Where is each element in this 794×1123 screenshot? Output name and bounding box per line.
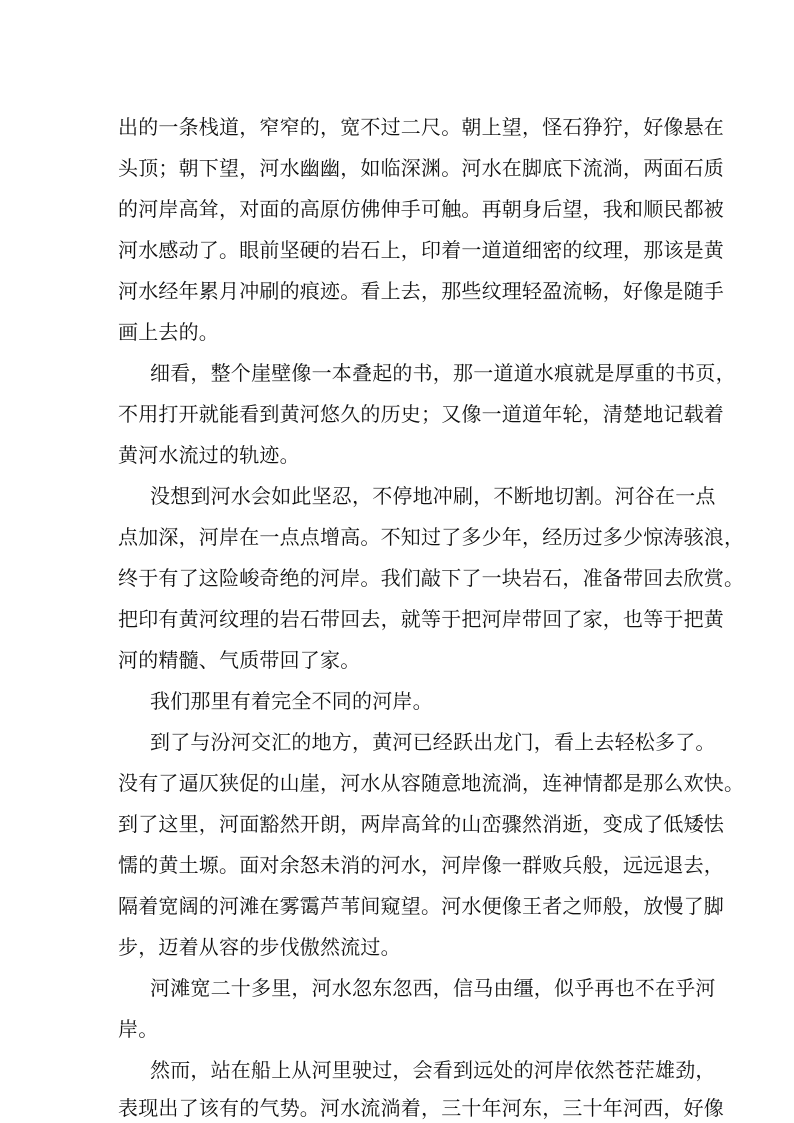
text-line: 到了与汾河交汇的地方，黄河已经跃出龙门，看上去轻松多了。 <box>150 730 716 754</box>
text-line: 的河岸高耸，对面的高原仿佛伸手可触。再朝身后望，我和顺民都被 <box>118 197 724 221</box>
text-line: 懦的黄土塬。面对余怒未消的河水，河岸像一群败兵般，远远退去， <box>118 853 724 877</box>
text-line: 我们那里有着完全不同的河岸。 <box>150 689 433 713</box>
text-line: 步，迈着从容的步伐傲然流过。 <box>118 935 401 959</box>
text-line: 没想到河水会如此坚忍，不停地冲刷，不断地切割。河谷在一点 <box>150 484 716 508</box>
text-line: 岸。 <box>118 1017 159 1041</box>
text-line: 河的精髓、气质带回了家。 <box>118 648 361 672</box>
text-line: 点加深，河岸在一点点增高。不知过了多少年，经历过多少惊涛骇浪， <box>118 525 745 549</box>
text-line: 隔着宽阔的河滩在雾霭芦苇间窥望。河水便像王者之师般，放慢了脚 <box>118 894 724 918</box>
text-line: 表现出了该有的气势。河水流淌着，三十年河东，三十年河西，好像 <box>118 1096 724 1120</box>
text-line: 出的一条栈道，窄窄的，宽不过二尺。朝上望，怪石狰狞，好像悬在 <box>118 115 724 139</box>
text-line: 河水经年累月冲刷的痕迹。看上去，那些纹理轻盈流畅，好像是随手 <box>118 279 724 303</box>
text-line: 细看，整个崖壁像一本叠起的书，那一道道水痕就是厚重的书页， <box>150 361 736 385</box>
text-line: 终于有了这险峻奇绝的河岸。我们敲下了一块岩石，准备带回去欣赏。 <box>118 566 745 590</box>
text-line: 河滩宽二十多里，河水忽东忽西，信马由缰，似乎再也不在乎河 <box>150 976 716 1000</box>
text-line: 头顶；朝下望，河水幽幽，如临深渊。河水在脚底下流淌，两面石质 <box>118 156 724 180</box>
text-line: 黄河水流过的轨迹。 <box>118 443 300 467</box>
text-line: 河水感动了。眼前坚硬的岩石上，印着一道道细密的纹理，那该是黄 <box>118 238 724 262</box>
text-line: 不用打开就能看到黄河悠久的历史；又像一道道年轮，清楚地记载着 <box>118 402 724 426</box>
text-line: 然而，站在船上从河里驶过，会看到远处的河岸依然苍茫雄劲， <box>150 1058 716 1082</box>
text-line: 把印有黄河纹理的岩石带回去，就等于把河岸带回了家，也等于把黄 <box>118 607 724 631</box>
text-line: 没有了逼仄狭促的山崖，河水从容随意地流淌，连神情都是那么欢快。 <box>118 771 745 795</box>
text-line: 画上去的。 <box>118 320 219 344</box>
text-line: 到了这里，河面豁然开朗，两岸高耸的山峦骤然消逝，变成了低矮怯 <box>118 812 724 836</box>
